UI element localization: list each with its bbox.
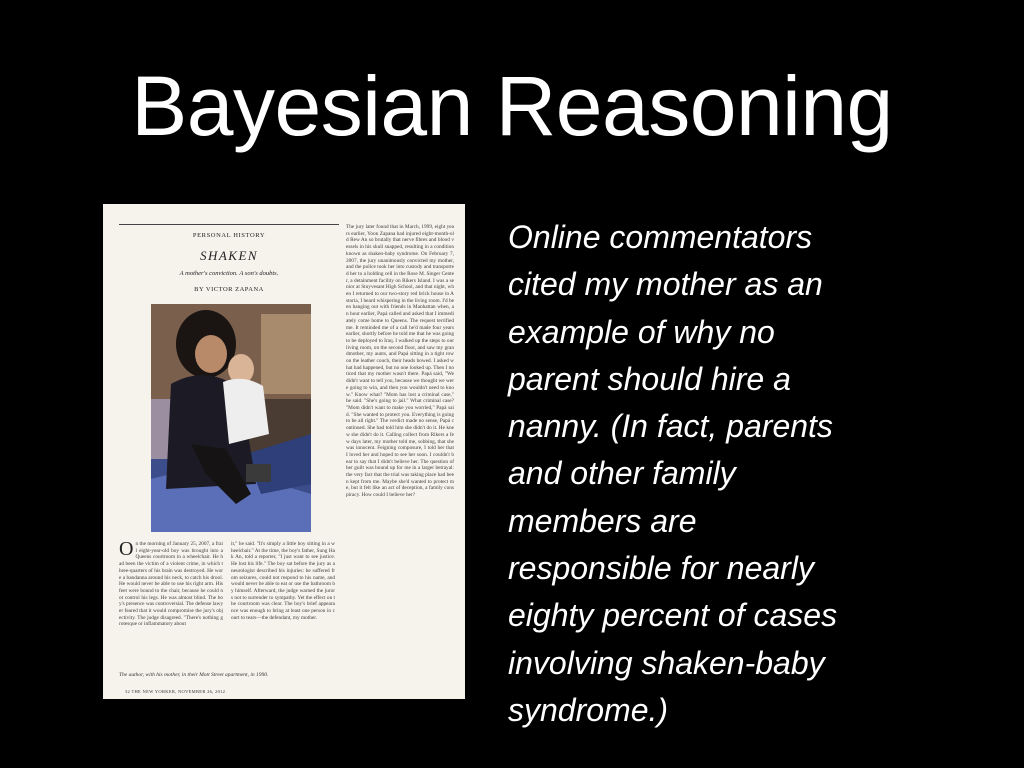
mother-and-baby-photo [151,304,311,532]
quote-text: Online commentators cited my mother as an example of why no parent should hire a nanny. (In fact, parents and other family members are responsible for nearly eighty percent of cases involving shaken-baby syndrome.) [508,219,838,728]
column-text: n the morning of January 25, 2007, a frail eight-year-old boy was brought into a Queens courtroom in a wheelchair. He had been the victim of a violent crime, in which three-quarters of his brain was destroyed. He wore a bandanna around his neck, to catch his drool. He would never be able to use his right arm. His feet were bound to the chair, because he could not control his legs. He was almost blind. The boy's presence was controversial. The defense lawyer feared that it would compromise the jury's objectivity. The judge disagreed. "There's nothing grotesque or inflammatory about [119,541,223,628]
article-column-right: The jury later found that in March, 1999, eight years earlier, Yoon Zapana had injured eight-month-old Rew An so brutally that nerve fibres and blood vessels in his skull snapped, resulting in a condition known as shaken-baby syndrome. On February 7, 2007, the jury unanimously convicted my mother, and the police took her into custody and transported her to a holding cell in the Rose M. Singer Center, a detainment facility on Rikers Island. I was a senior at Stuyvesant High School, and that night, when I returned to our two-story red brick house in Astoria, I heard whispering in the living room. I'd been hanging out with friends in Manhattan when, an hour earlier, Papá called and asked that I immediately come home to Queens. The request terrified me. It reminded me of a call he'd made four years earlier, shortly before he told me that he was going to be deployed to Iraq. I walked up the steps to our living room, on the second floor, and saw my grandmother, my aunts, and Papá sitting in a tight row on the leather couch, their heads bowed. I asked what had happened, but no one looked up. Then I noticed that my mother wasn't there. Papá said, "We didn't want to tell you, because we thought we were going to win, and then you wouldn't need to know." Know what? "Mom has lost a criminal case," he said. "She's going to jail." What criminal case? "Mom didn't want to make you worried," Papá said. "She wanted to protect you. Everything is going to be all right." The verdict made no sense, Papá continued. She had told him she didn't do it. He knew she didn't do it. Calling collect from Rikers a few days later, my mother told me, sobbing, that she was innocent. Feigning composure, I told her that I loved her and hoped to see her soon. I couldn't bear to say that I didn't believe her. The question of her guilt was bound up for me in a larger betrayal: the very fact that the trial was taking place had been kept from me. Maybe she'd wanted to protect me, but it felt like an act of deception, a family conspiracy. How could I believe her? [346,224,454,499]
magazine-headline: SHAKEN [199,248,259,263]
drop-cap: O [119,541,134,560]
article-column-bottom-middle: it," he said. "It's simply a little boy sitting in a wheelchair." At the time, the boy's father, Sung Hak An, told a reporter, "I just want to see justice. He lost his life." The boy sat before the jury as a neurologist described his injuries: he suffered from seizures, could not respond to his name, and would never be able to eat or use the bathroom by himself. Afterward, the judge warned the jurors not to surrender to sympathy. Yet the effect on the courtroom was clear. The boy's brief appearance was enough to bring at least one person in court to tears—the defendant, my mother. [231,541,335,621]
magazine-byline: BY VICTOR ZAPANA [194,286,264,293]
magazine-page-image [103,204,465,699]
magazine-kicker: PERSONAL HISTORY [192,232,266,239]
slide-title: Bayesian Reasoning [131,59,893,153]
article-column-bottom-left [119,541,223,665]
magazine-dek: A mother's conviction. A son's doubts. [179,270,279,277]
header-rule [119,224,339,225]
photo-caption: The author, with his mother, in their Mott Street apartment, in 1990. [119,672,269,678]
page-folio: 32 THE NEW YORKER, NOVEMBER 26, 2012 [125,689,226,694]
